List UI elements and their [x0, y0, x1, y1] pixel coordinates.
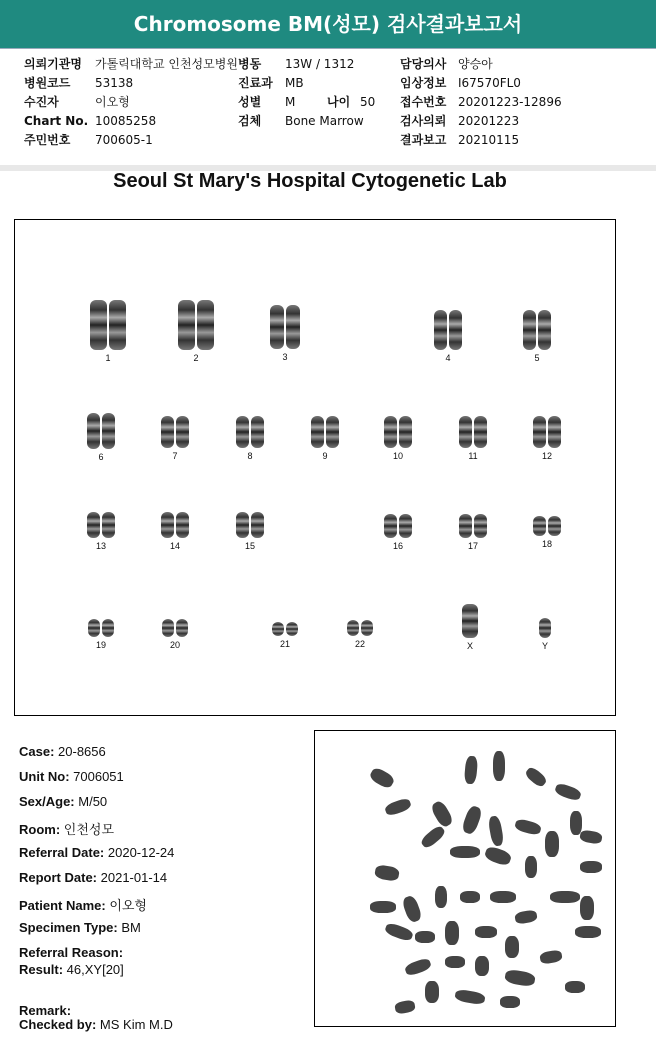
meta-value: 이오형 — [105, 898, 147, 913]
metaphase-chromosome — [580, 861, 602, 873]
chromosome — [286, 305, 300, 349]
metaphase-chromosome — [504, 969, 536, 988]
chromosome — [102, 619, 114, 637]
chromosome — [311, 416, 324, 448]
meta-row — [19, 895, 147, 914]
chromosome-pair — [230, 416, 270, 461]
chromosome-pair — [453, 514, 493, 551]
info-key: 의뢰기관명 — [24, 57, 82, 71]
meta-row — [19, 870, 167, 885]
meta-key: Report Date: — [19, 870, 98, 885]
metaphase-chromosome — [514, 909, 538, 925]
info-key: 검체 — [238, 114, 262, 128]
info-value: I67570FL0 — [458, 76, 521, 90]
chromosome-pair — [81, 413, 121, 462]
meta-row — [19, 845, 174, 860]
chromosome — [161, 416, 174, 448]
chromosome — [272, 622, 284, 636]
chromosome-label: 16 — [392, 541, 403, 551]
metaphase-chromosome — [500, 996, 520, 1008]
info-key: 병원코드 — [24, 76, 71, 90]
metaphase-chromosome — [490, 891, 516, 903]
info-key: 주민번호 — [24, 133, 71, 147]
metaphase-chromosome — [514, 818, 542, 836]
header-divider — [0, 48, 656, 49]
karyogram-panel — [14, 219, 616, 716]
meta-value: MS Kim M.D — [96, 1017, 173, 1032]
chromosome — [251, 512, 264, 538]
metaphase-chromosome — [464, 756, 478, 785]
chromosome — [548, 416, 561, 448]
info-key: Chart No. — [24, 114, 89, 128]
chromosome-label: 20 — [169, 640, 180, 650]
chromosome — [251, 416, 264, 448]
chromosome-pair — [81, 512, 121, 551]
chromosome — [87, 512, 100, 538]
meta-value: BM — [117, 920, 141, 935]
chromosome-pair — [340, 620, 380, 649]
metaphase-chromosome — [435, 886, 447, 908]
chromosome — [286, 622, 298, 636]
meta-key: Referral Reason: — [19, 945, 124, 960]
chromosome-label: 2 — [193, 353, 199, 363]
chromosome-label: 12 — [541, 451, 552, 461]
info-value: 이오형 — [95, 95, 130, 109]
chromosome-label: 15 — [244, 541, 255, 551]
chromosome-label: 7 — [172, 451, 178, 461]
chromosome-pair — [450, 604, 490, 651]
info-value: 양승아 — [458, 57, 493, 71]
info-key: 수진자 — [24, 95, 59, 109]
meta-row — [19, 1003, 71, 1018]
meta-value: 7006051 — [69, 769, 124, 784]
info-col3 — [400, 55, 640, 155]
chromosome-label: 17 — [467, 541, 478, 551]
chromosome-label: 21 — [279, 639, 290, 649]
meta-value: 46,XY[20] — [63, 962, 124, 977]
metaphase-chromosome — [575, 926, 601, 938]
metaphase-chromosome — [580, 896, 594, 920]
chromosome — [326, 416, 339, 448]
meta-key: Case: — [19, 744, 55, 759]
chromosome — [361, 620, 373, 636]
info-value: 13W / 1312 — [285, 57, 355, 71]
meta-row — [19, 794, 107, 809]
chromosome — [176, 416, 189, 448]
chromosome-pair — [88, 300, 128, 363]
chromosome-label: 1 — [105, 353, 111, 363]
chromosome — [270, 305, 284, 349]
chromosome — [548, 516, 561, 536]
chromosome — [384, 416, 397, 448]
lab-title: Seoul St Mary's Hospital Cytogenetic Lab — [113, 170, 507, 192]
chromosome — [347, 620, 359, 636]
chromosome-pair — [378, 514, 418, 551]
meta-value: M/50 — [74, 794, 108, 809]
info-col1 — [24, 55, 238, 155]
metaphase-chromosome — [450, 846, 480, 858]
meta-row — [19, 962, 124, 977]
metaphase-chromosome — [545, 831, 559, 857]
meta-key: Patient Name: — [19, 898, 106, 913]
chromosome-label: 13 — [95, 541, 106, 551]
info-value: M — [285, 95, 296, 109]
meta-key: Room: — [19, 822, 61, 837]
chromosome — [178, 300, 195, 350]
metaphase-chromosome — [483, 845, 512, 867]
meta-key: Remark: — [19, 1003, 72, 1018]
meta-row — [19, 920, 141, 935]
metaphase-chromosome — [368, 766, 396, 790]
info-key: 접수번호 — [400, 95, 447, 109]
info-key: 병동 — [238, 57, 262, 71]
info-value: Bone Marrow — [285, 114, 364, 128]
chromosome — [176, 512, 189, 538]
metaphase-chromosome — [460, 891, 480, 903]
metaphase-chromosome — [384, 922, 414, 943]
chromosome — [474, 514, 487, 538]
chromosome — [399, 416, 412, 448]
chromosome-label: Y — [541, 641, 548, 651]
metaphase-chromosome — [370, 901, 396, 913]
info-value: 20201223 — [458, 114, 520, 128]
chromosome — [176, 619, 188, 637]
chromosome-label: 8 — [247, 451, 253, 461]
metaphase-chromosome — [384, 797, 413, 817]
chromosome — [399, 514, 412, 538]
info-col2 — [238, 55, 388, 155]
chromosome — [434, 310, 447, 350]
metaphase-chromosome — [461, 804, 484, 835]
chromosome — [109, 300, 126, 350]
metaphase-chromosome — [429, 799, 454, 829]
chromosome-label: 11 — [468, 451, 478, 461]
meta-key: Checked by: — [19, 1017, 97, 1032]
meta-value: 2021-01-14 — [97, 870, 168, 885]
chromosome-pair — [527, 416, 567, 461]
info-value: 53138 — [95, 76, 134, 90]
metaphase-chromosome — [419, 824, 447, 850]
metaphase-chromosome — [445, 956, 465, 968]
meta-value: 인천성모 — [60, 822, 115, 837]
info-value: 10085258 — [95, 114, 157, 128]
info-value: 700605-1 — [95, 133, 153, 147]
chromosome-pair — [176, 300, 216, 363]
chromosome-pair — [265, 622, 305, 649]
metaphase-chromosome — [565, 981, 585, 993]
chromosome — [533, 516, 546, 536]
chromosome — [236, 416, 249, 448]
info-key: 진료과 — [238, 76, 273, 90]
info-key: 검사의뢰 — [400, 114, 447, 128]
chromosome — [161, 512, 174, 538]
chromosome-label: 10 — [392, 451, 403, 461]
metaphase-chromosome — [539, 949, 563, 965]
chromosome-pair — [155, 416, 195, 461]
metaphase-chromosome — [524, 765, 549, 788]
metaphase-chromosome — [401, 894, 423, 923]
metaphase-chromosome — [505, 936, 519, 958]
metaphase-chromosome — [554, 782, 583, 802]
meta-row — [19, 945, 123, 960]
info-value: 20210115 — [458, 133, 520, 147]
chromosome-label: 3 — [282, 352, 288, 362]
chromosome-pair — [81, 619, 121, 650]
metaphase-chromosome — [415, 931, 435, 943]
chromosome — [462, 604, 478, 638]
info-key: 담당의사 — [400, 57, 447, 71]
info-value: 가톨릭대학교 인천성모병원 — [95, 57, 238, 71]
metaphase-chromosome — [550, 891, 580, 903]
meta-value: 2020-12-24 — [104, 845, 175, 860]
info-value: 20201223-12896 — [458, 95, 562, 109]
metaphase-chromosome — [487, 815, 504, 847]
chromosome-label: 9 — [322, 451, 328, 461]
info-key: 결과보고 — [400, 133, 447, 147]
metaphase-chromosome — [394, 999, 416, 1014]
chromosome-label: 4 — [445, 353, 451, 363]
chromosome-pair — [155, 512, 195, 551]
chromosome-pair — [517, 310, 557, 363]
chromosome-pair — [428, 310, 468, 363]
meta-key: Unit No: — [19, 769, 70, 784]
metaphase-chromosome — [579, 829, 603, 845]
meta-key: Referral Date: — [19, 845, 105, 860]
age-value: 50 — [360, 95, 376, 109]
chromosome — [197, 300, 214, 350]
metaphase-chromosome — [525, 856, 537, 878]
chromosome-label: 6 — [98, 452, 104, 462]
chromosome — [474, 416, 487, 448]
age-key: 나이 — [327, 95, 351, 109]
chromosome-label: 19 — [95, 640, 106, 650]
chromosome-pair — [525, 618, 565, 651]
metaphase-chromosome — [475, 956, 489, 976]
metaphase-chromosome — [475, 926, 497, 938]
chromosome — [90, 300, 107, 350]
metaphase-chromosome — [454, 988, 486, 1005]
chromosome — [533, 416, 546, 448]
info-key: 성별 — [238, 95, 262, 109]
meta-key: Result: — [19, 962, 64, 977]
metaphase-chromosome — [445, 921, 459, 945]
chromosome-label: 5 — [534, 353, 540, 363]
chromosome — [384, 514, 397, 538]
chromosome-pair — [453, 416, 493, 461]
meta-row — [19, 769, 124, 784]
meta-row — [19, 1017, 173, 1032]
chromosome-pair — [230, 512, 270, 551]
chromosome — [459, 514, 472, 538]
chromosome-pair — [155, 619, 195, 650]
chromosome — [539, 618, 551, 638]
chromosome — [87, 413, 100, 449]
chromosome-pair — [305, 416, 345, 461]
chromosome-pair — [265, 305, 305, 362]
chromosome-label: 22 — [354, 639, 365, 649]
chromosome-label: 14 — [169, 541, 180, 551]
meta-row — [19, 744, 106, 759]
metaphase-image — [314, 730, 616, 1027]
meta-key: Specimen Type: — [19, 920, 118, 935]
metaphase-chromosome — [374, 864, 400, 882]
chromosome — [523, 310, 536, 350]
chromosome-pair — [378, 416, 418, 461]
chromosome-pair — [527, 516, 567, 549]
chromosome — [102, 413, 115, 449]
meta-value: 20-8656 — [54, 744, 106, 759]
meta-row — [19, 819, 114, 838]
chromosome — [162, 619, 174, 637]
chromosome — [236, 512, 249, 538]
chromosome — [102, 512, 115, 538]
chromosome — [88, 619, 100, 637]
metaphase-chromosome — [404, 957, 433, 977]
report-title: Chromosome BM(성모) 검사결과보고서 — [133, 12, 523, 36]
metaphase-chromosome — [425, 981, 439, 1003]
info-value: MB — [285, 76, 304, 90]
chromosome — [538, 310, 551, 350]
chromosome-label: 18 — [541, 539, 552, 549]
chromosome — [449, 310, 462, 350]
chromosome — [459, 416, 472, 448]
chromosome-label: X — [466, 641, 473, 651]
meta-key: Sex/Age: — [19, 794, 75, 809]
metaphase-chromosome — [493, 751, 505, 781]
info-key: 임상정보 — [400, 76, 447, 90]
